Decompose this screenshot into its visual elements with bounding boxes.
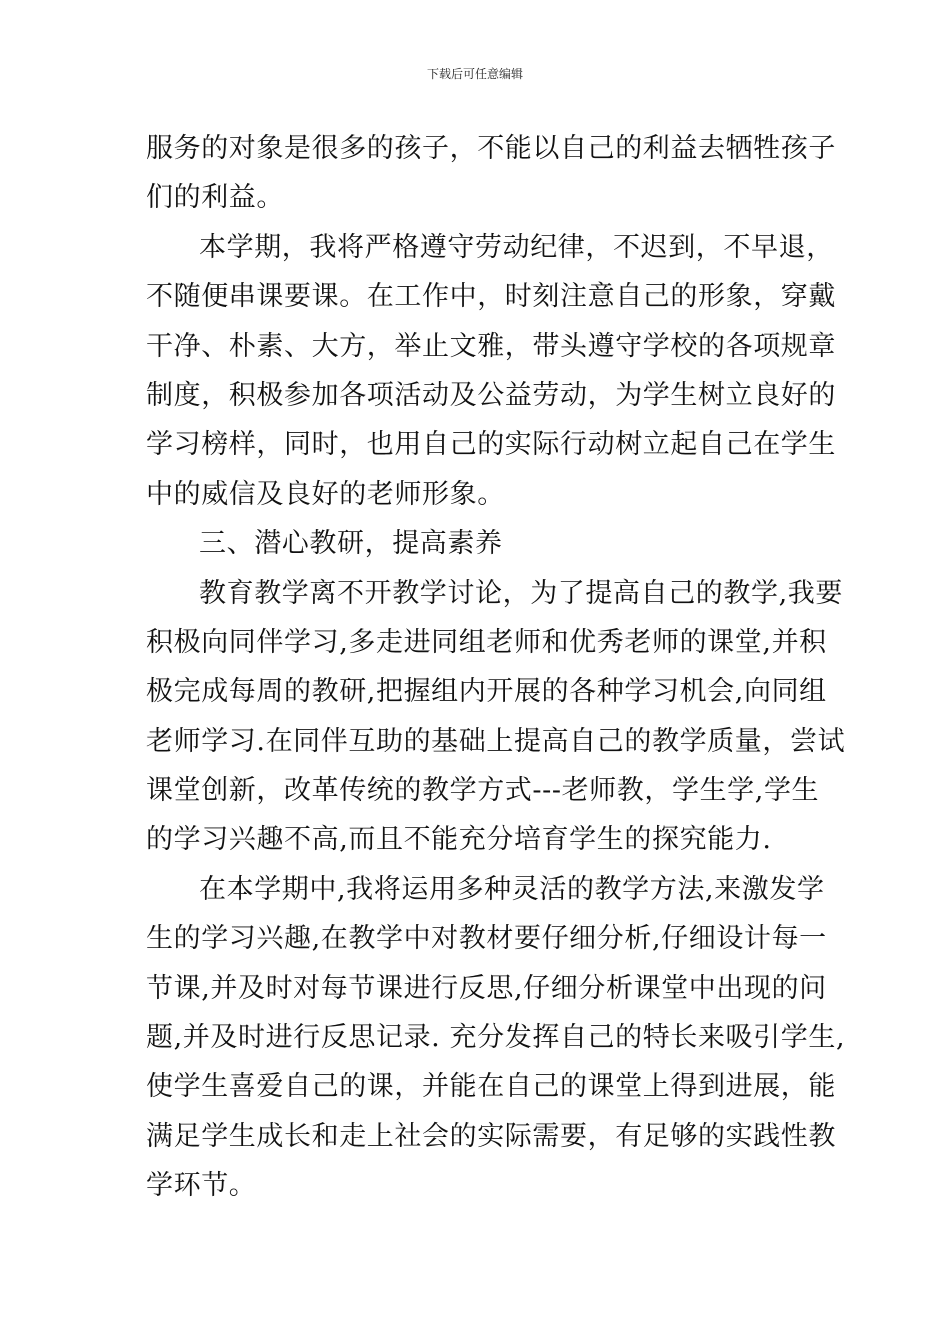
document-body <box>146 124 846 1211</box>
paragraph-line: 中的威信及良好的老师形象。 <box>146 478 505 510</box>
paragraph-line: 生的学习兴趣,在教学中对教材要仔细分析,仔细设计每一 <box>146 923 827 955</box>
section-heading: 三、潜心教研，提高素养 <box>199 528 503 560</box>
paragraph-line: 题,并及时进行反思记录. 充分发挥自己的特长来吸引学生, <box>146 1022 846 1054</box>
paragraph-line: 学环节。 <box>146 1170 257 1202</box>
paragraph-line: 积极向同伴学习,多走进同组老师和优秀老师的课堂,并积 <box>146 626 827 658</box>
paragraph-line: 使学生喜爱自己的课，并能在自己的课堂上得到进展，能 <box>146 1071 836 1103</box>
page-header: 下载后可任意编辑 <box>426 67 523 81</box>
paragraph-line: 老师学习.在同伴互助的基础上提高自己的教学质量，尝试 <box>146 725 846 757</box>
paragraph-line: 们的利益。 <box>146 182 284 214</box>
paragraph-line: 干净、朴素、大方，举止文雅，带头遵守学校的各项规章 <box>146 330 836 362</box>
paragraph-line: 不随便串课要课。在工作中，时刻注意自己的形象，穿戴 <box>146 281 836 313</box>
paragraph-line: 节课,并及时对每节课进行反思,仔细分析课堂中出现的问 <box>146 972 827 1004</box>
paragraph-line: 课堂创新，改革传统的教学方式---老师教，学生学,学生 <box>146 775 820 807</box>
paragraph-line: 的学习兴趣不高,而且不能充分培育学生的探究能力. <box>146 824 772 856</box>
paragraph-line: 服务的对象是很多的孩子，不能以自己的利益去牺牲孩子 <box>146 133 836 164</box>
paragraph-line: 本学期，我将严格遵守劳动纪律，不迟到，不早退， <box>199 231 834 263</box>
paragraph-line: 制度，积极参加各项活动及公益劳动，为学生树立良好的 <box>146 379 836 411</box>
paragraph-line: 极完成每周的教研,把握组内开展的各种学习机会,向同组 <box>146 676 827 708</box>
paragraph-line: 教育教学离不开教学讨论，为了提高自己的教学,我要 <box>199 577 843 609</box>
paragraph-line: 在本学期中,我将运用多种灵活的教学方法,来激发学 <box>199 873 825 905</box>
paragraph-line: 学习榜样，同时，也用自己的实际行动树立起自己在学生 <box>146 429 836 461</box>
paragraph-line: 满足学生成长和走上社会的实际需要，有足够的实践性教 <box>146 1120 836 1152</box>
